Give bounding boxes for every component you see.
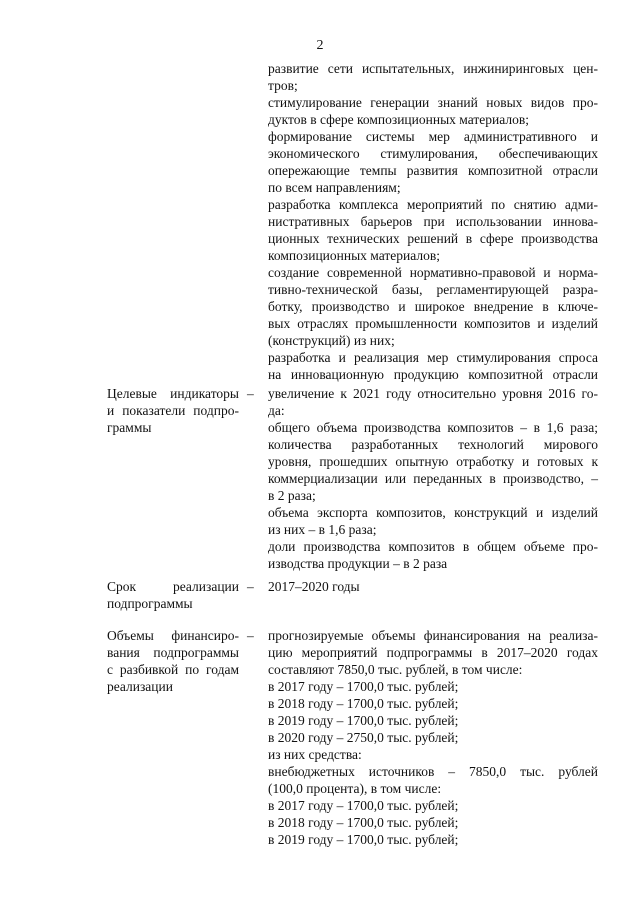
text-line: ционных технических решений в сфере производства	[268, 231, 598, 246]
text-line: экономического стимулирования, обеспечивающих	[268, 146, 598, 161]
text-line: развитие сети испытательных, инжиниринговых цен-	[268, 61, 598, 76]
indicators-line: количества разработанных технологий мирового	[268, 437, 598, 452]
text-line: формирование системы мер административного и	[268, 129, 598, 144]
indicators-line: изводства продукции – в 2 раза	[268, 556, 448, 571]
indicators-line: увеличение к 2021 году относительно уровня 2016 го-	[268, 386, 598, 401]
text-line: разработка комплекса мероприятий по снятию адми-	[268, 197, 598, 212]
funding-label-line: с разбивкой по годам	[107, 662, 239, 677]
text-line: тров;	[268, 78, 298, 93]
text-line: разработка и реализация мер стимулирования спроса	[268, 350, 598, 365]
funding-label-line: вания подпрограммы	[107, 645, 239, 660]
indicators-line: в 2 раза;	[268, 488, 316, 503]
text-line: вых отраслях промышленности композитов и изделий	[268, 316, 598, 331]
indicators-line: общего объема производства композитов – в 1,6 раза;	[268, 420, 598, 435]
funding-line: в 2020 году – 2750,0 тыс. рублей;	[268, 730, 459, 745]
term-dash: –	[247, 579, 254, 594]
funding-line: составляют 7850,0 тыс. рублей, в том числе:	[268, 662, 523, 677]
funding-line: (100,0 процента), в том числе:	[268, 781, 442, 796]
funding-line: внебюджетных источников – 7850,0 тыс. рублей	[268, 764, 598, 779]
term-label-line: подпрограммы	[107, 596, 193, 611]
funding-label-line: реализации	[107, 679, 173, 694]
text-line: опережающие темпы развития композитной отрасли	[268, 163, 598, 178]
indicators-line: объема экспорта композитов, конструкций и изделий	[268, 505, 598, 520]
text-line: дуктов в сфере композиционных материалов;	[268, 112, 529, 127]
funding-line: в 2019 году – 1700,0 тыс. рублей;	[268, 832, 459, 847]
text-line: ботку, производство и широкое внедрение в ключе-	[268, 299, 598, 314]
funding-dash: –	[247, 628, 254, 643]
indicators-line: доли производства композитов в общем объеме про-	[268, 539, 598, 554]
term-value: 2017–2020 годы	[268, 579, 360, 594]
funding-line: в 2017 году – 1700,0 тыс. рублей;	[268, 679, 459, 694]
indicators-label-line: и показатели подпро-	[107, 403, 239, 418]
text-line: тивно-технической базы, регламентирующей разра-	[268, 282, 598, 297]
text-line: нистративных барьеров при использовании иннова-	[268, 214, 598, 229]
funding-line: в 2017 году – 1700,0 тыс. рублей;	[268, 798, 459, 813]
text-line: создание современной нормативно-правовой и норма-	[268, 265, 598, 280]
indicators-line: да:	[268, 403, 285, 418]
text-line: (конструкций) из них;	[268, 333, 395, 348]
text-line: по всем направлениям;	[268, 180, 401, 195]
term-label-line: Срок реализации	[107, 579, 239, 594]
funding-line: цию мероприятий подпрограммы в 2017–2020 годах	[268, 645, 598, 660]
text-line: на инновационную продукцию композитной отрасли	[268, 367, 598, 382]
indicators-dash: –	[247, 386, 254, 401]
funding-line: в 2018 году – 1700,0 тыс. рублей;	[268, 696, 459, 711]
funding-line: в 2019 году – 1700,0 тыс. рублей;	[268, 713, 459, 728]
page-number: 2	[316, 38, 324, 53]
indicators-label-line: Целевые индикаторы	[107, 386, 239, 401]
indicators-label-line: граммы	[107, 420, 152, 435]
funding-line: прогнозируемые объемы финансирования на реализа-	[268, 628, 598, 643]
indicators-line: уровня, прошедших опытную отработку и готовых к	[268, 454, 598, 469]
indicators-line: из них – в 1,6 раза;	[268, 522, 377, 537]
funding-line: в 2018 году – 1700,0 тыс. рублей;	[268, 815, 459, 830]
funding-line: из них средства:	[268, 747, 362, 762]
text-line: стимулирование генерации знаний новых видов про-	[268, 95, 598, 110]
text-line: композиционных материалов;	[268, 248, 440, 263]
funding-label-line: Объемы финансиро-	[107, 628, 239, 643]
indicators-line: коммерциализации или переданных в производство, –	[268, 471, 598, 486]
